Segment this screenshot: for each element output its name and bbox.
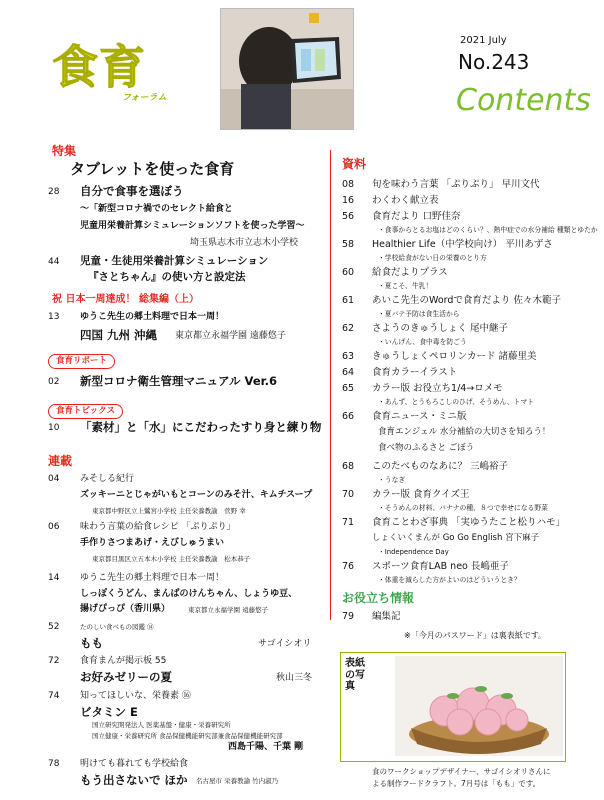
item-title: みそしる紀行: [80, 474, 135, 484]
item-title: あいこ先生のWordで食育だより 佐々木範子: [372, 295, 561, 306]
item-page: 10: [48, 423, 60, 433]
item-page: 04: [48, 474, 60, 484]
item-page: 76: [342, 561, 355, 572]
item-sub: 食べ物のふるさと ごぼう: [378, 443, 475, 453]
item-title: 編集記: [372, 611, 401, 622]
item-author: 秋山三冬: [276, 673, 313, 683]
column-divider: [330, 150, 331, 620]
cover-caption: よる制作フードクラフト。7月号は「もも」です。: [372, 779, 541, 788]
contents-heading: Contents: [456, 83, 591, 118]
item-author: 西島千陽、千葉 剛: [228, 742, 304, 752]
item-title: 食育ことわざ事典 「実ゆうたこと松りハモ」: [372, 517, 566, 528]
item-title: 児童・生徒用栄養計算シミュレーション: [80, 255, 269, 267]
shiryo-heading: 資料: [342, 157, 367, 171]
item-page: 13: [48, 312, 60, 322]
header-photo: [220, 8, 354, 130]
cover-caption: 食のワークショップデザイナー、サゴイシオリさんに: [372, 767, 551, 776]
item-page: 14: [48, 573, 60, 583]
item-page: 28: [48, 187, 60, 197]
item-sub: ・体重を減らした方がよいのはどういうとき？: [378, 576, 521, 584]
item-title: 「素材」と「水」にこだわったすり身と練り物: [80, 420, 322, 434]
item-page: 62: [342, 323, 355, 334]
item-subtitle: ズッキーニとじゃがいもとコーンのみそ汁、キムチスープ: [80, 490, 313, 500]
item-subtitle: ～「新型コロナ禍でのセレクト給食と: [80, 204, 233, 214]
issue-date: 2021 July: [460, 35, 507, 46]
item-title: 食育まんが掲示板 55: [80, 656, 167, 666]
item-sub: ・食事からとるお塩はどのくらい？、熱中症での水分補給 種類とゆたか: [378, 226, 598, 234]
item-title: 食育だより 口野佳奈: [372, 211, 461, 222]
item-title: 旬を味わう言葉 「ぷりぷり」 早川文代: [372, 179, 540, 190]
magazine-logo: 食育: [52, 40, 146, 94]
item-title: 『さとちゃん』の使い方と設定法: [88, 271, 246, 283]
item-subtitle: ビタミン E: [80, 705, 138, 719]
item-subtitle: しっぽくうどん、まんばのけんちゃん、しょうゆ豆、: [80, 589, 298, 599]
item-title: ゆうこ先生の郷土料理で日本一周！: [80, 312, 225, 322]
cover-photo: [395, 656, 563, 756]
item-sub: ・いんげん、食中毒を防ごう: [378, 338, 467, 346]
item-subtitle: 手作りさつまあげ・えびしゅうまい: [80, 538, 225, 548]
item-sub: ・Independence Day: [378, 548, 449, 556]
item-page: 74: [48, 691, 60, 701]
item-page: 64: [342, 367, 355, 378]
item-sub: ・あんず、とうもろこしのひげ、そうめん、トマト: [378, 398, 534, 406]
item-title: 食育ニュース・ミニ版: [372, 411, 467, 422]
item-subtitle: お好みゼリーの夏: [80, 670, 172, 684]
item-title: さようのきゅうしょく 尾中継子: [372, 323, 509, 334]
item-page: 78: [48, 759, 60, 769]
item-sub: ・夏バテ予防は食生活から: [378, 310, 460, 318]
celebration-heading: 祝 日本一周達成！ 総集編（上）: [52, 294, 199, 305]
item-author: 東京都立永福学園 遠藤悠子: [188, 606, 269, 614]
item-title: ゆうこ先生の郷土料理で日本一周！: [80, 573, 225, 583]
item-title: カラー版 お役立ち1/4→ロメモ: [372, 383, 503, 394]
topics-pill: 食育トピックス: [48, 404, 123, 419]
item-page: 56: [342, 211, 355, 222]
report-pill: 食育リポート: [48, 354, 115, 369]
issue-number: No.243: [458, 50, 530, 74]
item-page: 66: [342, 411, 355, 422]
item-title: 給食だよりプラス: [372, 267, 448, 278]
item-affiliation: 国立研究開発法人 医薬基盤・健康・栄養研究所: [92, 721, 231, 729]
item-page: 44: [48, 257, 60, 267]
item-title: 自分で食事を選ぼう: [80, 184, 184, 198]
item-page: 08: [342, 179, 355, 190]
item-sub: ・学校給食がない日の栄養のとり方: [378, 254, 487, 262]
item-title: たのしい食べもの図鑑 ⑭: [80, 623, 154, 631]
item-title: わくわく献立表: [372, 195, 439, 206]
item-title: Healthier Life（中学校向け） 平川あずさ: [372, 239, 553, 250]
item-title: しょくいくまんが Go Go English 宮下麻子: [372, 533, 540, 543]
item-page: 02: [48, 377, 60, 387]
oyakudachi-heading: お役立ち情報: [342, 591, 415, 605]
item-title: 明けても暮れても学校給食: [80, 759, 189, 769]
serial-heading: 連載: [48, 454, 73, 468]
item-page: 61: [342, 295, 355, 306]
item-page: 65: [342, 383, 355, 394]
item-subtitle: 揚げぴっぴ（香川県）: [80, 604, 171, 614]
item-page: 72: [48, 656, 60, 666]
cover-label: 表紙の写真: [345, 658, 365, 692]
item-title: 四国 九州 沖縄: [80, 328, 158, 342]
item-author: 埼玉県志木市立志木小学校: [190, 238, 299, 248]
item-sub: ・うなぎ: [378, 476, 406, 484]
item-page: 06: [48, 522, 60, 532]
item-page: 79: [342, 611, 355, 622]
item-title: 新型コロナ衛生管理マニュアル Ver.6: [80, 374, 278, 388]
item-author: 東京都目黒区立五本木小学校 主任栄養教諭 松本恭子: [92, 555, 251, 563]
item-author: 東京都中野区立上鷺宮小学校 主任栄養教諭 菅野 幸: [92, 507, 246, 515]
item-page: 70: [342, 489, 355, 500]
item-author: サゴイシオリ: [258, 639, 312, 649]
item-page: 60: [342, 267, 355, 278]
item-subtitle: もう出さないで ほか: [80, 773, 188, 787]
item-author: 東京都立永福学園 遠藤悠子: [175, 331, 286, 341]
item-title: 知ってほしいな、栄養素 ⑯: [80, 691, 191, 701]
item-author: 名古屋市 栄養教諭 竹内淑乃: [196, 777, 279, 785]
item-page: 16: [342, 195, 355, 206]
item-page: 68: [342, 461, 355, 472]
item-title: 食育カラーイラスト: [372, 367, 458, 378]
item-title: 味わう言葉の給食レシピ 「ぷりぷり」: [80, 522, 236, 532]
item-page: 52: [48, 622, 60, 632]
item-subtitle: 児童用栄養計算シミュレーションソフトを使った学習～: [80, 221, 305, 231]
item-sub: 食育エンジェル 水分補給の大切さを知ろう！: [378, 427, 551, 437]
magazine-logo-sub: フォーラム: [122, 93, 167, 103]
item-title: カラー版 食育クイズ王: [372, 489, 470, 500]
item-affiliation: 国立健康・栄養研究所 食品保健機能研究部兼食品保健機能研究部: [92, 732, 283, 740]
item-title: きゅうしょくペロリンカード 諸藤里美: [372, 351, 537, 362]
item-sub: ・夏こそ、牛乳！: [378, 282, 433, 290]
item-title: スポーツ食育LAB neo 長嶋亜子: [372, 561, 509, 572]
item-page: 58: [342, 239, 355, 250]
item-title: このたべものなあに？ 三嶋裕子: [372, 461, 509, 472]
item-page: 71: [342, 517, 355, 528]
item-page: 63: [342, 351, 355, 362]
item-sub: ・そうめんの材料、バナナの種、８つで幸せになる野菜: [378, 504, 548, 512]
password-note: ※「今月のパスワード」は裏表紙です。: [404, 631, 547, 640]
tokushu-heading: 特集: [52, 144, 77, 158]
item-subtitle: もも: [80, 636, 103, 650]
tokushu-title: タブレットを使った食育: [70, 160, 235, 178]
